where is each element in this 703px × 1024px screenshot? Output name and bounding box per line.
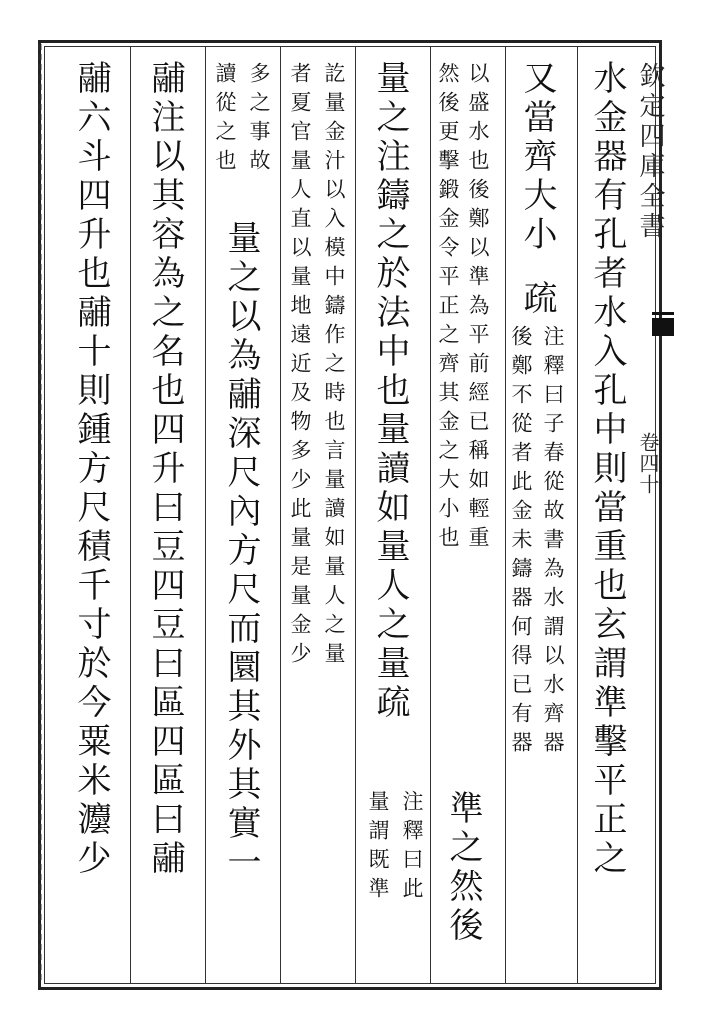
text-column-5-note-right: 訖量金汁以入模中鑄作之時也言量讀如量人之量 [322, 62, 346, 671]
scan-edge [38, 44, 42, 984]
text-column-4-main: 量之注鑄之於法中也量讀如量人之量疏 [370, 60, 410, 723]
fish-tail-mark [652, 318, 674, 336]
text-column-3-note-right: 以盛水也後鄭以準為平前經已稱如輕重 [466, 62, 490, 555]
column-rule [505, 46, 506, 984]
book-title: 欽定四庫全書 [635, 62, 665, 242]
text-column-8: 鬴六斗四升也鬴十則鍾方尺積千寸於今粟米灋少 [71, 60, 111, 879]
text-column-4-note-left: 量謂既準 [366, 790, 390, 906]
column-rule [430, 46, 431, 984]
column-rule [355, 46, 356, 984]
column-rule [577, 46, 578, 984]
column-rule [205, 46, 206, 984]
text-column-4-note-right: 注釋曰此 [400, 790, 424, 906]
text-column-6-note-left: 讀從之也 [213, 62, 237, 178]
text-column-7: 鬴注以其容為之名也四升曰豆四豆曰區四區曰鬴 [145, 60, 185, 879]
text-column-2-shu: 疏 [517, 280, 557, 319]
text-column-5-note-left: 者夏官量人直以量地遠近及物多少此量是量金少 [288, 62, 312, 671]
column-rule [130, 46, 131, 984]
text-column-6-main: 量之以為鬴深尺內方尺而圜其外其實一 [221, 220, 261, 883]
text-column-2-note-right: 注釋曰子春從故書為水謂以水齊器 [541, 325, 565, 760]
text-column-1: 水金器有孔者水入孔中則當重也玄謂準擊平正之 [587, 60, 627, 879]
column-rule [280, 46, 281, 984]
text-column-6-note-right: 多之事故 [247, 62, 271, 178]
text-column-2-note-left: 後鄭不從者此金未鑄器何得已有器 [509, 325, 533, 760]
fish-tail-mark-line [652, 312, 674, 315]
text-column-3-main: 準之然後 [443, 790, 483, 946]
text-column-2-main: 又當齊大小 [517, 60, 557, 255]
volume-label: 卷四十 [636, 432, 660, 495]
text-column-3-note-left: 然後更擊鍛金令平正之齊其金之大小也 [436, 62, 460, 555]
